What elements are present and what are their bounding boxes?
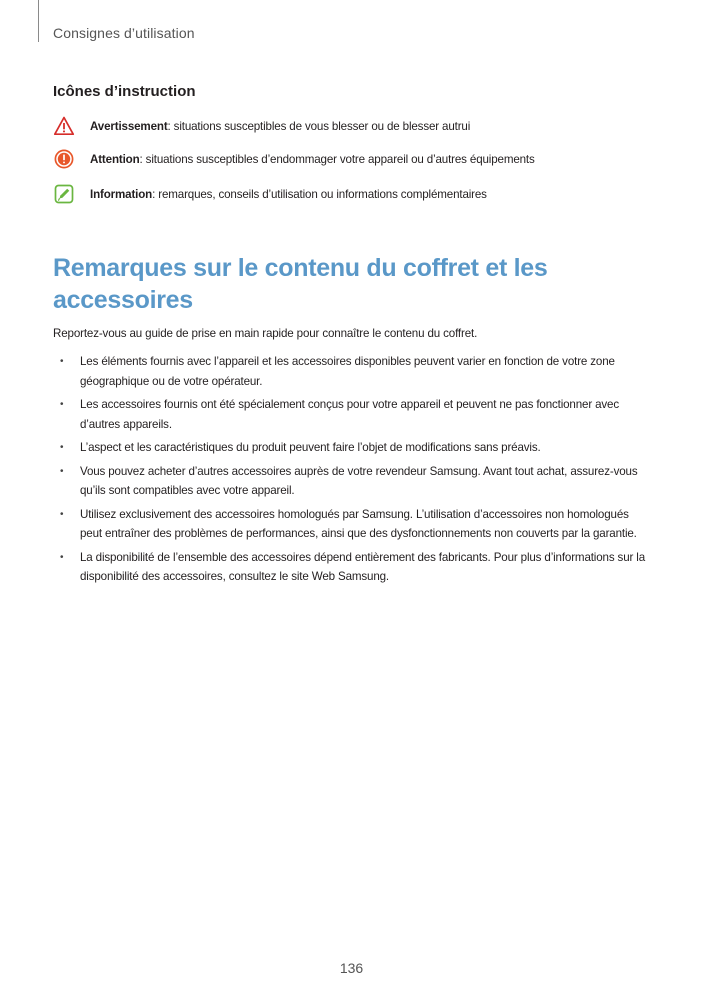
legend-row-warning bbox=[53, 115, 470, 137]
header-divider bbox=[38, 0, 39, 42]
instruction-icons-heading: Icônes d’instruction bbox=[53, 83, 196, 100]
legend-row-information bbox=[53, 183, 487, 205]
bullet-marker: • bbox=[60, 465, 64, 477]
list-item bbox=[53, 548, 653, 587]
list-item-text: Vous pouvez acheter d’autres accessoires auprès de votre revendeur Samsung. Avant tout achat, assurez-vous qu’ils sont compatibles avec votre appareil. bbox=[80, 464, 638, 497]
legend-term-caution: Attention bbox=[90, 152, 140, 166]
accessory-notes-list bbox=[53, 352, 653, 591]
list-item-text: Les accessoires fournis ont été spécialement conçus pour votre appareil et peuvent ne pas fonctionner avec d’autres appareils. bbox=[80, 398, 619, 431]
section-intro: Reportez-vous au guide de prise en main rapide pour connaître le contenu du coffret. bbox=[53, 327, 478, 340]
bullet-marker: • bbox=[60, 399, 64, 410]
legend-term-information: Information bbox=[90, 187, 153, 201]
bullet-marker: • bbox=[60, 508, 64, 520]
section-title: Remarques sur le contenu du coffret et les accessoires bbox=[53, 254, 548, 314]
bullet-marker: • bbox=[60, 442, 64, 453]
legend-row-caution bbox=[53, 148, 535, 170]
list-item bbox=[53, 395, 653, 434]
list-item-text: Les éléments fournis avec l’appareil et les accessoires disponibles peuvent varier en fonction de votre zone géographique ou de votre opérateur. bbox=[80, 355, 615, 388]
note-pencil-icon bbox=[53, 183, 75, 205]
bullet-marker: • bbox=[60, 356, 64, 367]
page-number: 136 bbox=[339, 960, 364, 976]
list-item bbox=[53, 505, 653, 544]
warning-triangle-icon bbox=[53, 115, 75, 137]
legend-term-warning: Avertissement bbox=[90, 119, 168, 133]
list-item bbox=[53, 352, 653, 391]
list-item-text: La disponibilité de l’ensemble des accessoires dépend entièrement des fabricants. Pour plus d’informations sur la disponibilité des accessoires, consultez le site Web Samsung. bbox=[80, 550, 645, 583]
list-item-text: L’aspect et les caractéristiques du produit peuvent faire l’objet de modifications sans préavis. bbox=[80, 441, 541, 454]
list-item bbox=[53, 462, 653, 501]
bullet-marker: • bbox=[60, 551, 64, 563]
legend-desc-warning: : situations susceptibles de vous blesser ou de blesser autrui bbox=[167, 119, 471, 133]
legend-desc-information: : remarques, conseils d’utilisation ou informations complémentaires bbox=[152, 187, 487, 201]
caution-circle-icon bbox=[53, 148, 75, 170]
legend-desc-caution: : situations susceptibles d’endommager votre appareil ou d’autres équipements bbox=[139, 152, 535, 166]
list-item-text: Utilisez exclusivement des accessoires homologués par Samsung. L’utilisation d’accessoires non homologués peut entraîner des problèmes de performances, ainsi que des dysfonctionnements non couverts par la garantie. bbox=[80, 507, 637, 540]
list-item bbox=[53, 438, 653, 458]
running-header: Consignes d’utilisation bbox=[53, 25, 195, 41]
